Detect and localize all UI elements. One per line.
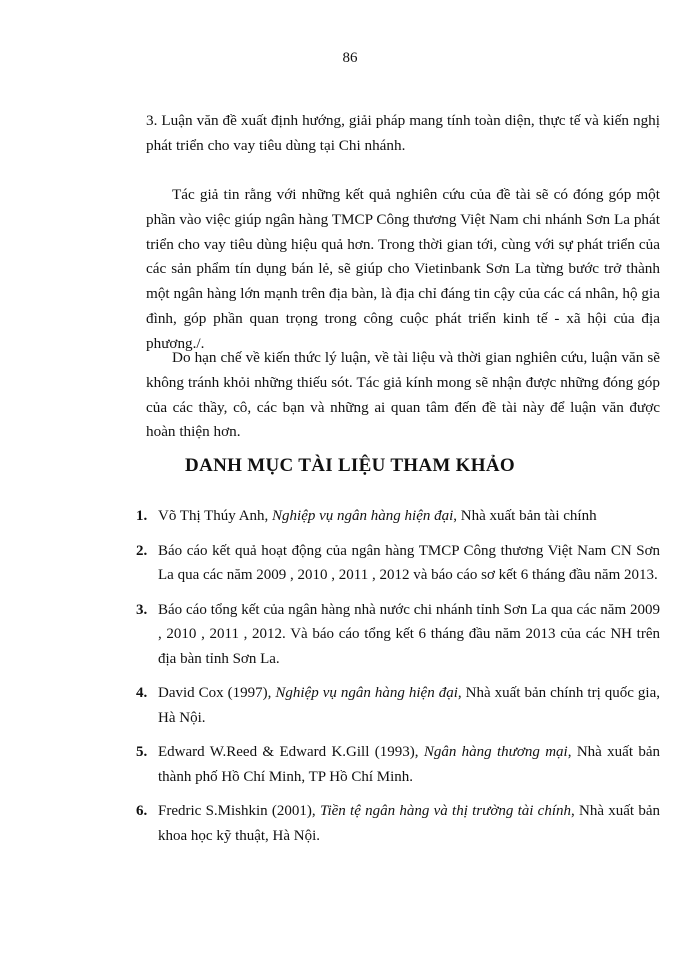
page-number: 86 xyxy=(342,50,358,66)
reference-item xyxy=(136,681,660,730)
reference-text: Edward W.Reed & Edward K.Gill (1993), xyxy=(158,744,424,760)
reference-number: 6. xyxy=(136,803,148,819)
reference-item xyxy=(136,598,660,672)
paragraph-author-expectation: Tác giả tin rằng với những kết quả nghiên cứu của đề tài sẽ có đóng góp một phần vào việc giúp ngân hàng TMCP Công thương Việt Nam chi nhánh Sơn La phát triển cho vay tiêu dùng hiệu quả hơn. Trong thời gian tới, cùng với sự phát triển của các sản phẩm tín dụng bán lẻ, sẽ giúp cho Vietinbank Sơn La từng bước trở thành một ngân hàng lớn mạnh trên địa bàn, là địa chỉ đáng tin cậy của các cá nhân, hộ gia đình, góp phần quan trọng trong công cuộc phát triển kinh tế - xã hội của địa phương./. xyxy=(146,186,660,352)
reference-number: 2. xyxy=(136,542,148,559)
reference-item xyxy=(136,740,660,789)
reference-publisher: , Nhà xuất bản khoa học kỹ thuật, Hà Nội. xyxy=(158,803,660,844)
reference-text: Báo cáo tổng kết của ngân hàng nhà nước chi nhánh tỉnh Sơn La qua các năm 2009 , 2010 , 2011 , 2012. Và báo cáo tổng kết 6 tháng đầu năm 2013 của các NH trên địa bàn tỉnh Sơn La. xyxy=(158,601,660,667)
paragraph-limitations: Do hạn chế về kiến thức lý luận, về tài liệu và thời gian nghiên cứu, luận văn sẽ không tránh khỏi những thiếu sót. Tác giả kính mong sẽ nhận được những đóng góp của các thầy, cô, các bạn và những ai quan tâm đến đề tài này để luận văn được hoàn thiện hơn. xyxy=(146,349,660,441)
reference-publisher: , Nhà xuất bản thành phố Hồ Chí Minh, TP Hồ Chí Minh. xyxy=(158,744,661,785)
reference-text: David Cox (1997), xyxy=(158,685,276,701)
reference-number: 4. xyxy=(136,685,148,701)
reference-title: Tiền tệ ngân hàng và thị trường tài chính xyxy=(319,803,571,819)
reference-item xyxy=(136,539,660,588)
reference-item xyxy=(136,504,660,529)
reference-publisher: , Nhà xuất bản tài chính xyxy=(453,508,597,524)
reference-text: Võ Thị Thúy Anh, xyxy=(158,508,273,524)
reference-number: 3. xyxy=(136,601,148,618)
reference-title: Nghiệp vụ ngân hàng hiện đại xyxy=(275,685,458,701)
references-list xyxy=(136,504,660,848)
reference-number: 1. xyxy=(136,508,148,524)
reference-text: Báo cáo kết quả hoạt động của ngân hàng TMCP Công thương Việt Nam CN Sơn La qua các năm 2009 , 2010 , 2011 , 2012 và báo cáo sơ kết 6 tháng đầu năm 2013. xyxy=(158,542,660,583)
reference-item xyxy=(136,799,660,848)
reference-text: Fredric S.Mishkin (2001), xyxy=(158,803,320,819)
reference-title: Nghiệp vụ ngân hàng hiện đại xyxy=(272,508,454,524)
reference-number: 5. xyxy=(136,744,148,760)
reference-title: Ngân hàng thương mại xyxy=(423,744,568,760)
paragraph-conclusion-point-3: 3. Luận văn đề xuất định hướng, giải pháp mang tính toàn diện, thực tế và kiến nghị phát triển cho vay tiêu dùng tại Chi nhánh. xyxy=(146,112,660,154)
reference-publisher: , Nhà xuất bản chính trị quốc gia, Hà Nội. xyxy=(158,685,660,726)
references-heading: DANH MỤC TÀI LIỆU THAM KHẢO xyxy=(185,455,515,476)
